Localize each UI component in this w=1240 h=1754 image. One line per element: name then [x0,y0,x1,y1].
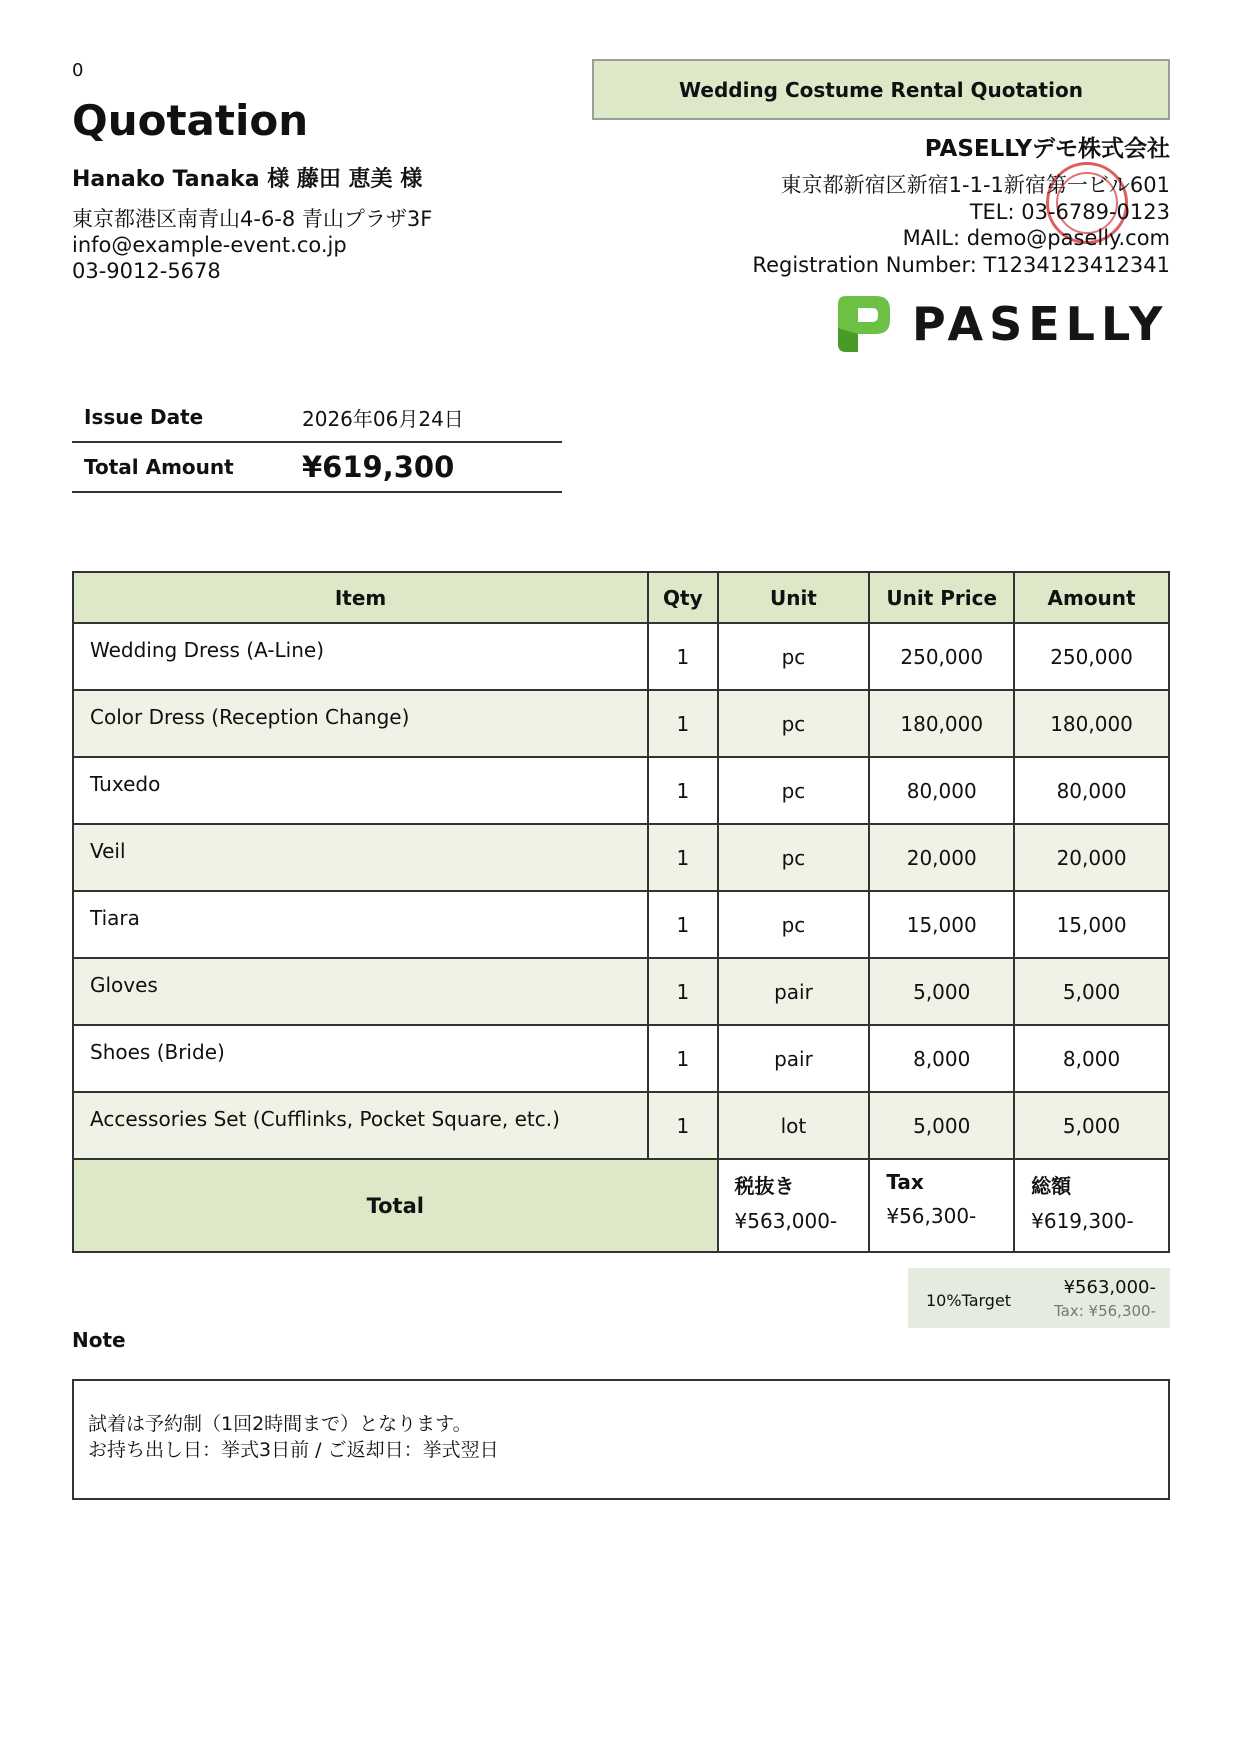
row-qty: 1 [648,891,717,958]
table-row [73,958,1169,1025]
issue-date-label: Issue Date [84,405,204,429]
row-qty: 1 [648,623,717,690]
header-qty: Qty [648,572,717,623]
subtotal-label: 税抜き [734,1174,795,1198]
row-unit-price: 5,000 [869,1092,1014,1159]
row-amount: 15,000 [1014,891,1169,958]
row-item: Shoes (Bride) [73,1025,648,1092]
table-row [73,690,1169,757]
row-qty: 1 [648,1025,717,1092]
row-item: Veil [73,824,648,891]
tax-rate-label: 10%Target [926,1290,1012,1310]
total-amount: ¥619,300 [302,450,455,484]
row-unit: lot [718,1092,870,1159]
row-unit: pair [718,1025,870,1092]
company-info [752,172,1170,278]
company-registration: Registration Number: T1234123412341 [752,252,1170,277]
customer-email: info@example-event.co.jp [72,233,347,257]
note-line: 試着は予約制（1回2時間まで）となります。 [88,1413,472,1435]
grand-total-cell [1014,1159,1169,1252]
company-logo [836,294,1168,354]
document-type-box [592,59,1170,120]
company-address: 東京都新宿区新宿1-1-1新宿第一ビル601 [780,173,1170,197]
row-qty: 1 [648,1092,717,1159]
row-amount: 5,000 [1014,958,1169,1025]
issue-date-row [72,393,562,443]
row-amount: 5,000 [1014,1092,1169,1159]
tax-amount: Tax: ¥56,300- [1053,1301,1156,1320]
issue-date: 2026年06月24日 [302,406,464,431]
table-row [73,1092,1169,1159]
row-amount: 180,000 [1014,690,1169,757]
customer-info [72,206,432,284]
total-amount-label: Total Amount [84,455,234,479]
table-row [73,1025,1169,1092]
row-unit-price: 20,000 [869,824,1014,891]
customer-address: 東京都港区南青山4-6-8 青山プラザ3F [72,207,433,231]
row-unit: pair [718,958,870,1025]
row-amount: 80,000 [1014,757,1169,824]
tax-breakdown-box [908,1268,1170,1328]
row-amount: 20,000 [1014,824,1169,891]
row-unit: pc [718,623,870,690]
tax-breakdown-amounts [1044,1277,1170,1320]
summary-block [72,393,562,493]
total-label: Total [73,1159,718,1252]
items-table [72,571,1170,1253]
page-title: Quotation [72,96,309,145]
table-row [73,757,1169,824]
document-type: Wedding Costume Rental Quotation [679,77,1083,102]
table-row [73,824,1169,891]
row-amount: 8,000 [1014,1025,1169,1092]
tax-cell [869,1159,1014,1252]
row-unit-price: 250,000 [869,623,1014,690]
subtotal-cell [718,1159,870,1252]
row-unit: pc [718,757,870,824]
grand-total-value: ¥619,300- [1031,1209,1134,1233]
note-line: お持ち出し日：挙式3日前 / ご返却日：挙式翌日 [88,1439,499,1461]
row-unit: pc [718,690,870,757]
company-name: PASELLYデモ株式会社 [924,136,1170,162]
total-row [73,1159,1169,1252]
total-amount-row [72,443,562,493]
header-unit-price: Unit Price [869,572,1014,623]
row-item: Color Dress (Reception Change) [73,690,648,757]
row-item: Gloves [73,958,648,1025]
taxable-amount: ¥563,000- [1063,1276,1156,1298]
tax-value: ¥56,300- [886,1204,977,1228]
company-mail: MAIL: demo@paselly.com [902,226,1170,250]
row-unit-price: 15,000 [869,891,1014,958]
company-tel: TEL: 03-6789-0123 [969,199,1170,224]
row-qty: 1 [648,690,717,757]
note-box [72,1379,1170,1500]
row-unit-price: 180,000 [869,690,1014,757]
customer-phone: 03-9012-5678 [72,259,221,283]
row-unit: pc [718,824,870,891]
header-amount: Amount [1014,572,1169,623]
subtotal-value: ¥563,000- [734,1209,838,1233]
table-row [73,623,1169,690]
row-unit: pc [718,891,870,958]
row-qty: 1 [648,824,717,891]
table-header-row [73,572,1169,623]
row-qty: 1 [648,958,717,1025]
row-unit-price: 80,000 [869,757,1014,824]
row-item: Tuxedo [73,757,648,824]
table-row [73,891,1169,958]
row-unit-price: 8,000 [869,1025,1014,1092]
row-item: Accessories Set (Cufflinks, Pocket Square, etc.) [73,1092,648,1159]
grand-total-label: 総額 [1031,1174,1072,1198]
row-unit-price: 5,000 [869,958,1014,1025]
page-number: 0 [72,60,84,81]
tax-label: Tax [886,1170,924,1194]
customer-name: Hanako Tanaka 様 藤田 恵美 様 [72,167,423,192]
header-item: Item [73,572,648,623]
header-unit: Unit [718,572,870,623]
row-item: Wedding Dress (A-Line) [73,623,648,690]
note-label: Note [72,1328,126,1352]
row-qty: 1 [648,757,717,824]
logo-text: PASELLY [912,297,1169,351]
logo-mark-icon [836,294,892,354]
row-item: Tiara [73,891,648,958]
row-amount: 250,000 [1014,623,1169,690]
